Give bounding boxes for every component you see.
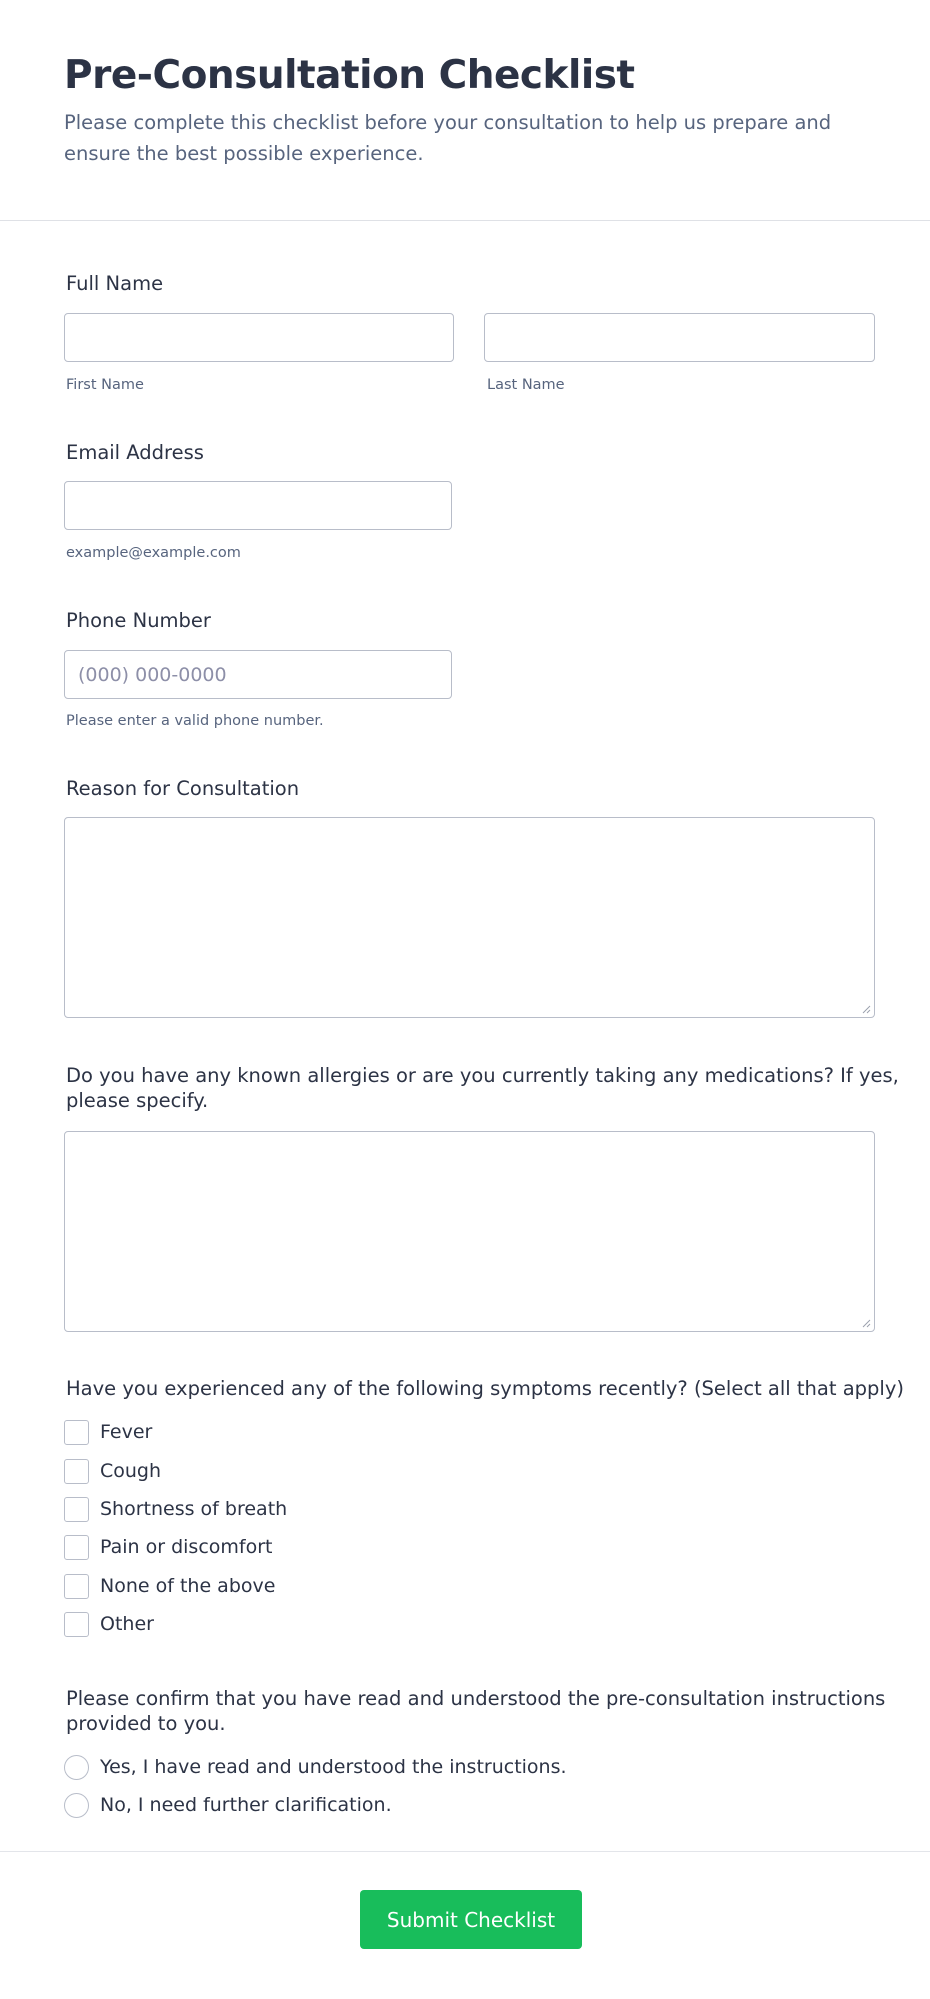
allergies-label-line1: Do you have any known allergies or are you currently taking any medications? If yes, [66,1064,899,1087]
reason-label: Reason for Consultation [66,777,300,800]
no-radio[interactable] [64,1793,89,1818]
phone-sublabel: Please enter a valid phone number. [66,713,324,729]
confirm-option-yes[interactable] [64,1754,567,1780]
symptom-option-other[interactable] [64,1611,154,1637]
email-sublabel: example@example.com [66,545,241,561]
symptom-option-none[interactable] [64,1573,275,1599]
confirm-option-label[interactable]: Yes, I have read and understood the instructions. [100,1756,567,1778]
reason-textarea[interactable] [64,817,875,1018]
email-field[interactable] [64,481,452,530]
last-name-input[interactable] [484,313,875,362]
confirm-label-line2: provided to you. [66,1712,226,1735]
fever-checkbox[interactable] [64,1420,89,1445]
last-name-sublabel: Last Name [487,377,565,393]
symptom-option-label[interactable]: Pain or discomfort [100,1536,273,1558]
form-header [0,0,930,221]
pain-checkbox[interactable] [64,1535,89,1560]
cough-checkbox[interactable] [64,1459,89,1484]
shortness-of-breath-checkbox[interactable] [64,1497,89,1522]
first-name-input[interactable] [64,313,454,362]
symptom-option-pain[interactable] [64,1534,272,1560]
symptom-option-shortness-of-breath[interactable] [64,1496,287,1522]
none-checkbox[interactable] [64,1574,89,1599]
page-title: Pre-Consultation Checklist [64,53,635,98]
phone-label: Phone Number [66,609,211,632]
full-name-label: Full Name [66,272,164,295]
symptom-option-label[interactable]: Other [100,1613,154,1635]
symptom-option-label[interactable]: None of the above [100,1575,276,1597]
symptom-option-label[interactable]: Cough [100,1460,162,1482]
first-name-sublabel: First Name [66,377,144,393]
submit-button[interactable]: Submit Checklist [360,1890,582,1949]
symptom-option-label[interactable]: Shortness of breath [100,1498,288,1520]
phone-input[interactable] [64,650,452,699]
resize-grip-icon[interactable] [862,1005,871,1014]
confirm-option-no[interactable] [64,1792,392,1818]
symptom-option-fever[interactable] [64,1419,152,1445]
symptom-option-label[interactable]: Fever [100,1421,153,1443]
page-subtitle: Please complete this checklist before your consultation to help us prepare and ensure the best possible experience. [64,111,832,165]
symptoms-label: Have you experienced any of the following symptoms recently? (Select all that apply) [66,1377,904,1400]
allergies-label-line2: please specify. [66,1089,209,1112]
allergies-textarea[interactable] [64,1131,875,1332]
confirm-option-label[interactable]: No, I need further clarification. [100,1794,392,1816]
confirm-label [66,1686,885,1736]
allergies-label [66,1063,899,1113]
confirm-label-line1: Please confirm that you have read and understood the pre-consultation instructions [66,1687,886,1710]
yes-radio[interactable] [64,1755,89,1780]
symptom-option-cough[interactable] [64,1458,161,1484]
other-checkbox[interactable] [64,1612,89,1637]
resize-grip-icon[interactable] [862,1319,871,1328]
email-label: Email Address [66,441,204,464]
